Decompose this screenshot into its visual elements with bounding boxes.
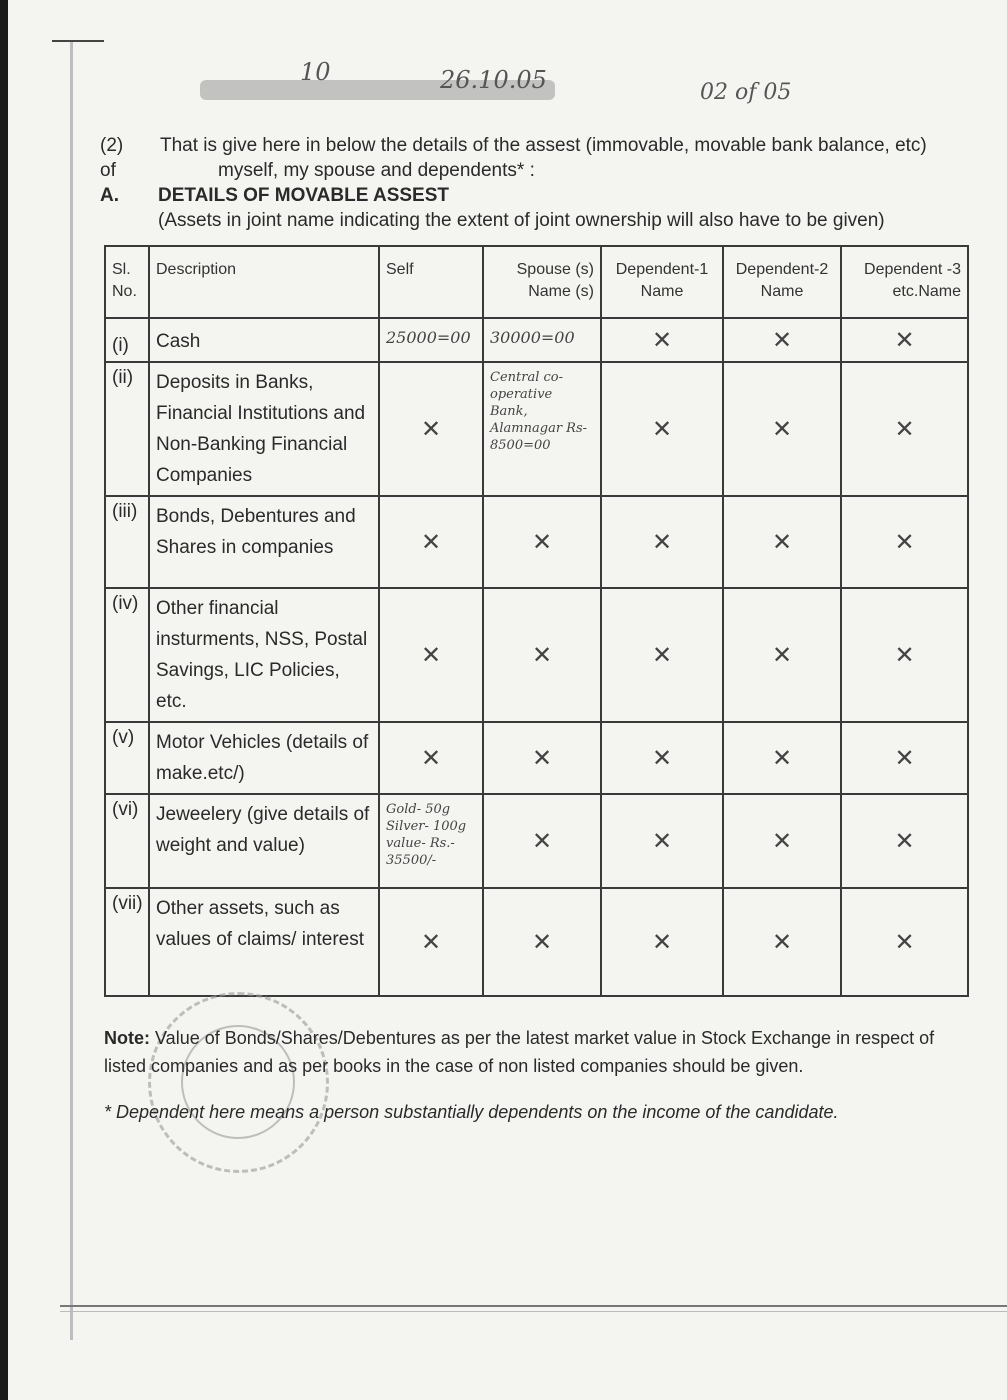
self-cell: ✕: [379, 362, 483, 496]
header-dependent-3: Dependent -3 etc.Name: [841, 246, 968, 318]
dependent-1-cell: ✕: [601, 588, 723, 722]
dependent-3-cell: ✕: [841, 362, 968, 496]
description-cell: Cash: [149, 318, 379, 362]
sl-cell: (vi): [105, 794, 149, 888]
intro-line-1: That is give here in below the details of the assest (immovable, movable bank balance, etc): [160, 135, 927, 156]
self-cell: ✕: [379, 722, 483, 794]
sl-cell: (iv): [105, 588, 149, 722]
self-cell: ✕: [379, 588, 483, 722]
spouse-cell: Central co-operative Bank, Alamnagar Rs- 8500=00: [483, 362, 601, 496]
sl-cell: (v): [105, 722, 149, 794]
handwritten-date: 26.10.05: [440, 66, 547, 94]
spouse-cell: 30000=00: [483, 318, 601, 362]
item-number: (2): [100, 135, 124, 156]
table-row: [105, 362, 968, 496]
description-cell: Motor Vehicles (details of make.etc/): [149, 722, 379, 794]
description-cell: Other financial insturments, NSS, Postal Savings, LIC Policies, etc.: [149, 588, 379, 722]
header-sl: Sl. No.: [105, 246, 149, 318]
dependent-2-cell: ✕: [723, 362, 841, 496]
dependent-3-cell: ✕: [841, 722, 968, 794]
description-cell: Jeweelery (give details of weight and value): [149, 794, 379, 888]
intro-line-2: myself, my spouse and dependents* :: [218, 160, 535, 181]
dependent-1-cell: ✕: [601, 362, 723, 496]
dependent-2-cell: ✕: [723, 496, 841, 588]
header-spouse: Spouse (s) Name (s): [483, 246, 601, 318]
dependent-3-cell: ✕: [841, 588, 968, 722]
sl-cell: (iii): [105, 496, 149, 588]
description-cell: Bonds, Debentures and Shares in companies: [149, 496, 379, 588]
official-seal-stamp: [148, 992, 329, 1173]
note-label: Note:: [104, 1028, 150, 1048]
page-fold-line: [70, 40, 73, 1340]
handwritten-number: 10: [300, 58, 331, 86]
dependent-3-cell: ✕: [841, 318, 968, 362]
header-description: Description: [149, 246, 379, 318]
dependent-1-cell: ✕: [601, 318, 723, 362]
dependent-1-cell: ✕: [601, 888, 723, 996]
spouse-cell: ✕: [483, 888, 601, 996]
dependent-3-cell: ✕: [841, 496, 968, 588]
dependent-2-cell: ✕: [723, 794, 841, 888]
dependent-3-cell: ✕: [841, 794, 968, 888]
table-header-row: [105, 246, 968, 318]
dependent-1-cell: ✕: [601, 794, 723, 888]
bottom-rule: [60, 1305, 1007, 1307]
spouse-cell: ✕: [483, 722, 601, 794]
table-row: [105, 722, 968, 794]
note-text: Value of Bonds/Shares/Debentures as per the latest market value in Stock Exchange in respect of listed companies and as per books in the case of non listed companies should be given.: [104, 1028, 935, 1076]
sl-cell: (vii): [105, 888, 149, 996]
description-cell: Deposits in Banks, Financial Institutions and Non-Banking Financial Companies: [149, 362, 379, 496]
sl-cell: (ii): [105, 362, 149, 496]
spouse-cell: ✕: [483, 496, 601, 588]
header-dependent-2: Dependent-2 Name: [723, 246, 841, 318]
top-rule: [52, 40, 104, 42]
self-cell: 25000=00: [379, 318, 483, 362]
dependent-2-cell: ✕: [723, 722, 841, 794]
movable-assets-table: [104, 245, 969, 997]
sl-cell: (i): [105, 318, 149, 362]
footnote: * Dependent here means a person substantially dependents on the income of the candidate.: [104, 1102, 839, 1122]
intro-of: of: [100, 160, 116, 181]
note-block: [104, 1024, 974, 1080]
spouse-cell: ✕: [483, 588, 601, 722]
table-row: [105, 318, 968, 362]
self-cell: ✕: [379, 496, 483, 588]
dependent-2-cell: ✕: [723, 318, 841, 362]
section-title: DETAILS OF MOVABLE ASSEST: [158, 185, 449, 206]
dependent-1-cell: ✕: [601, 496, 723, 588]
table-row: [105, 496, 968, 588]
table-row: [105, 794, 968, 888]
description-cell: Other assets, such as values of claims/ interest: [149, 888, 379, 996]
dependent-2-cell: ✕: [723, 888, 841, 996]
dependent-1-cell: ✕: [601, 722, 723, 794]
spouse-cell: ✕: [483, 794, 601, 888]
header-self: Self: [379, 246, 483, 318]
self-cell: ✕: [379, 888, 483, 996]
scan-edge: [0, 0, 8, 1400]
section-letter: A.: [100, 185, 119, 206]
page-count: 02 of 05: [700, 80, 792, 105]
bottom-rule-thin: [60, 1311, 1007, 1312]
dependent-3-cell: ✕: [841, 888, 968, 996]
section-note: (Assets in joint name indicating the extent of joint ownership will also have to be given): [158, 210, 885, 231]
table-row: [105, 888, 968, 996]
dependent-2-cell: ✕: [723, 588, 841, 722]
table-row: [105, 588, 968, 722]
self-cell: Gold- 50g Silver- 100g value- Rs.- 35500/-: [379, 794, 483, 888]
header-dependent-1: Dependent-1 Name: [601, 246, 723, 318]
